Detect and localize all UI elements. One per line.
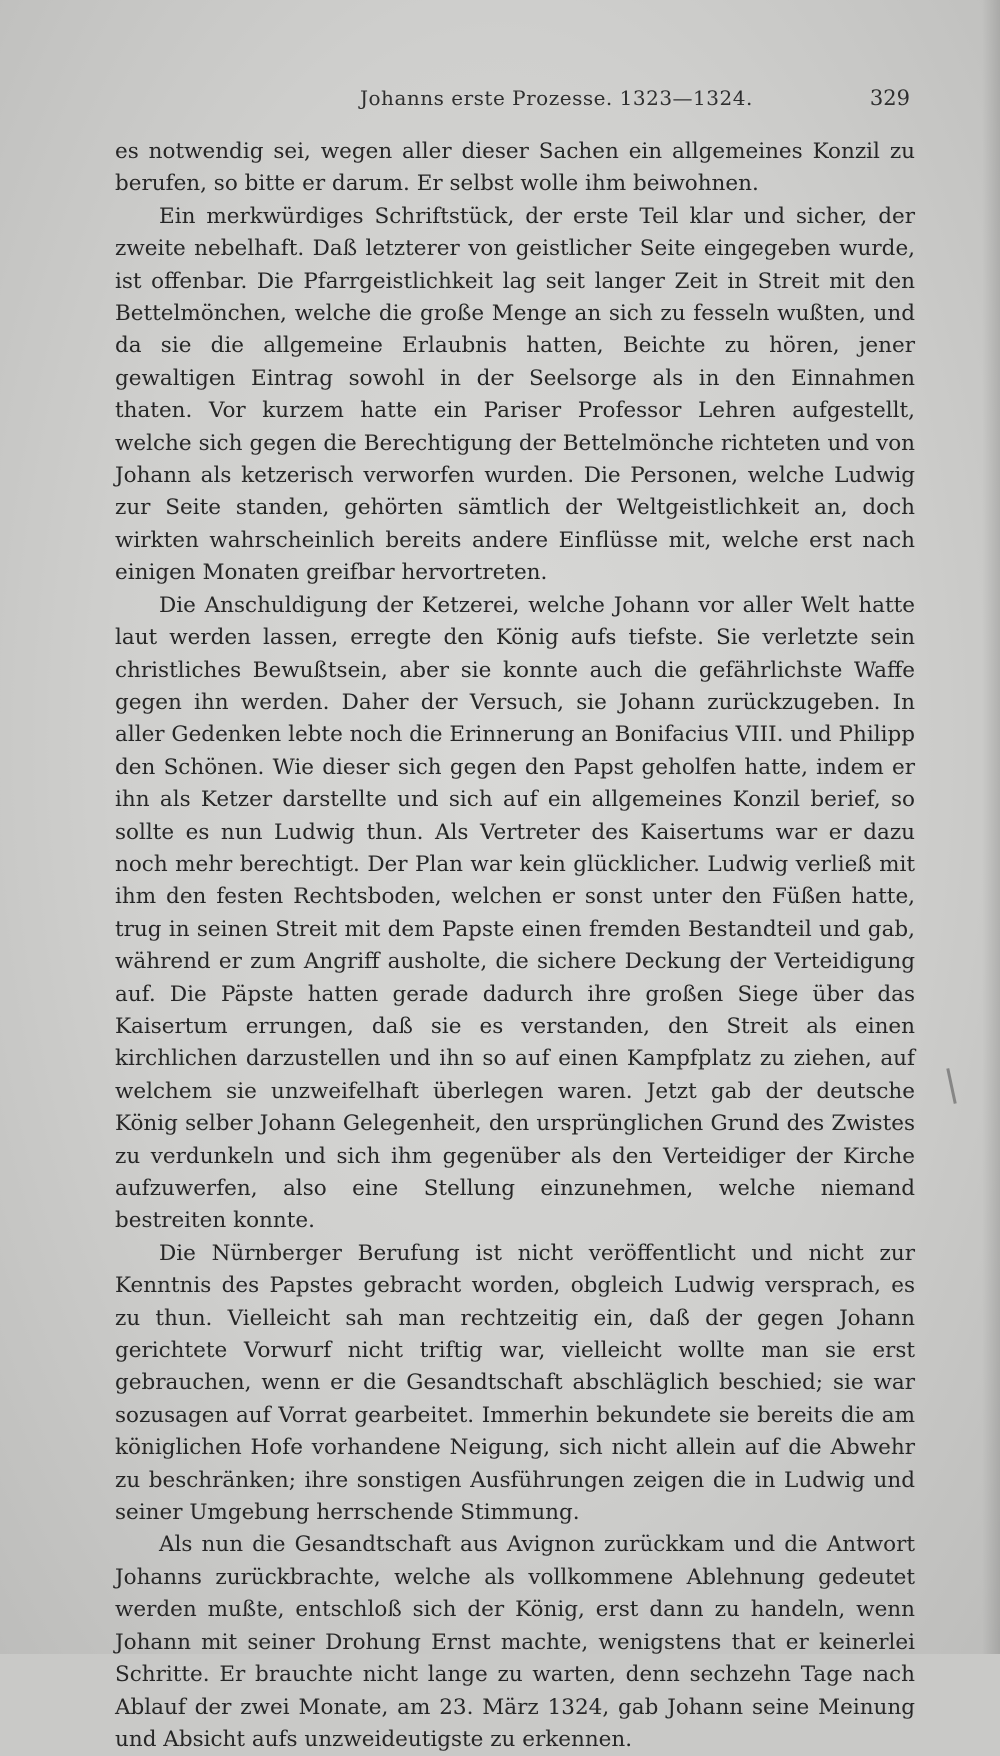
paragraph-1: es notwendig sei, wegen aller dieser Sachen ein allgemeines Konzil zu berufen, so bitte er darum. Er selbst wolle ihm beiwohnen.	[115, 139, 915, 197]
running-title: Johanns erste Prozesse. 1323—1324.	[360, 86, 753, 110]
paragraph-4: Die Nürnberger Berufung ist nicht veröffentlicht und nicht zur Kenntnis des Papstes gebracht worden, obgleich Ludwig versprach, es zu thun. Vielleicht sah man rechtzeitig ein, daß der gegen Johann gerichtete Vorwurf nicht triftig war, vielleicht wollte man sie erst gebrauchen, wenn er die Gesandtschaft abschläglich beschied; sie war sozusagen auf Vorrat gearbeitet. Immerhin bekundete sie bereits die am königlichen Hofe vorhandene Neigung, sich nicht allein auf die Abwehr zu beschränken; ihre sonstigen Ausführungen zeigen die in Ludwig und seiner Umgebung herrschende Stimmung.	[115, 1240, 915, 1526]
page-body	[115, 136, 915, 1756]
paragraph-3: Die Anschuldigung der Ketzerei, welche Johann vor aller Welt hatte laut werden lassen, erregte den König aufs tiefste. Sie verletzte sein christliches Bewußtsein, aber sie konnte auch die gefährlichste Waffe gegen ihn werden. Daher der Versuch, sie Johann zurückzugeben. In aller Gedenken lebte noch die Erinnerung an Bonifacius VIII. und Philipp den Schönen. Wie dieser sich gegen den Papst geholfen hatte, indem er ihn als Ketzer darstellte und sich auf ein allgemeines Konzil berief, so sollte es nun Ludwig thun. Als Vertreter des Kaisertums war er dazu noch mehr berechtigt. Der Plan war kein glücklicher. Ludwig verließ mit ihm den festen Rechtsboden, welchen er sonst unter den Füßen hatte, trug in seinen Streit mit dem Papste einen fremden Bestandteil und gab, während er zum Angriff ausholte, die sichere Deckung der Verteidigung auf. Die Päpste hatten gerade dadurch ihre großen Siege über das Kaisertum errungen, daß sie es verstanden, den Streit als einen kirchlichen darzustellen und ihn so auf einen Kampfplatz zu ziehen, auf welchem sie unzweifelhaft überlegen waren. Jetzt gab der deutsche König selber Johann Gelegenheit, den ursprünglichen Grund des Zwistes zu verdunkeln und sich ihm gegenüber als den Verteidiger der Kirche aufzuwerfen, also eine Stellung einzunehmen, welche niemand bestreiten konnte.	[115, 592, 915, 1234]
margin-mark	[946, 1068, 956, 1104]
page-edge-shadow	[982, 0, 1000, 1654]
paragraph-2: Ein merkwürdiges Schriftstück, der erste Teil klar und sicher, der zweite nebelhaft. Daß letzterer von geistlicher Seite eingegeben wurde, ist offenbar. Die Pfarrgeistlichkeit lag seit langer Zeit in Streit mit den Bettelmönchen, welche die große Menge an sich zu fesseln wußten, und da sie die allgemeine Erlaubnis hatten, Beichte zu hören, jener gewaltigen Eintrag sowohl in der Seelsorge als in den Einnahmen thaten. Vor kurzem hatte ein Pariser Professor Lehren aufgestellt, welche sich gegen die Berechtigung der Bettelmönche richteten und von Johann als ketzerisch verworfen wurden. Die Personen, welche Ludwig zur Seite standen, gehörten sämtlich der Weltgeistlichkeit an, doch wirkten wahrscheinlich bereits andere Einflüsse mit, welche erst nach einigen Monaten greifbar hervortreten.	[115, 203, 915, 586]
paragraph-5: Als nun die Gesandtschaft aus Avignon zurückkam und die Antwort Johanns zurückbrachte, welche als vollkommene Ablehnung gedeutet werden mußte, entschloß sich der König, erst dann zu handeln, wenn Johann mit seiner Drohung Ernst machte, wenigstens that er keinerlei Schritte. Er brauchte nicht lange zu warten, denn sechzehn Tage nach Ablauf der zwei Monate, am 23. März 1324, gab Johann seine Meinung und Absicht aufs unzweideutigste zu erkennen.	[115, 1532, 915, 1752]
page-number: 329	[869, 86, 910, 110]
page-header	[120, 86, 910, 120]
